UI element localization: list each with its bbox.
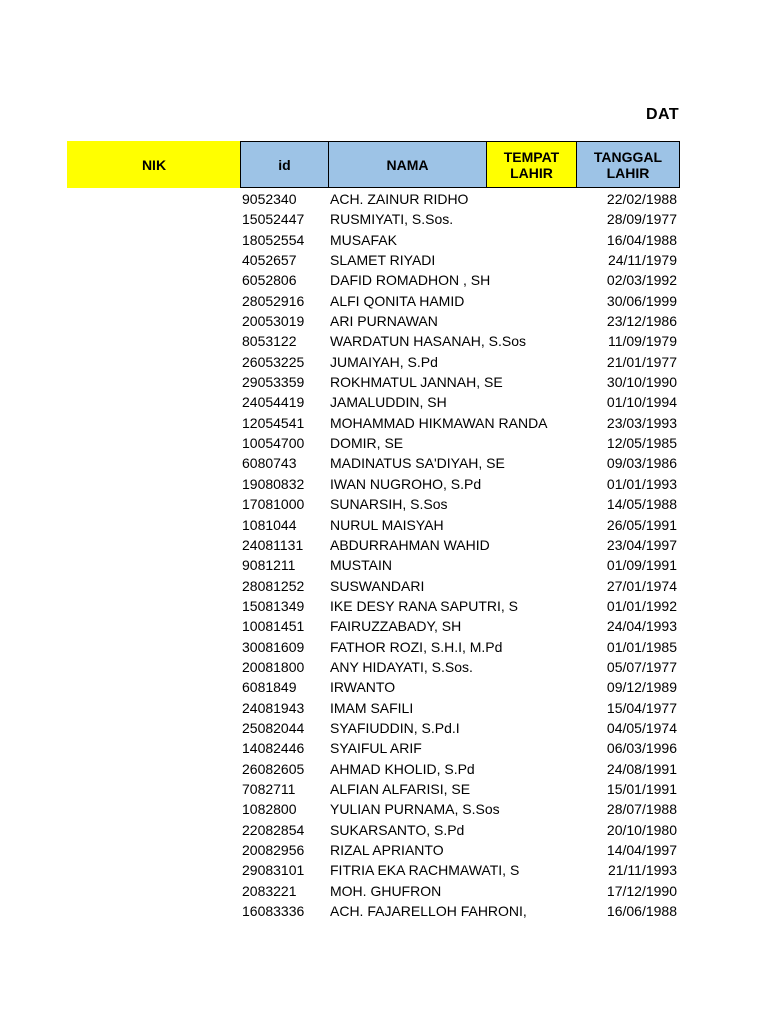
cell-nama: DOMIR, SE	[330, 435, 404, 452]
cell-nama: YULIAN PURNAMA, S.Sos	[330, 801, 500, 818]
cell-tanggal-lahir: 09/03/1986	[606, 455, 677, 472]
cell-tanggal-lahir: 26/05/1991	[606, 516, 677, 533]
table-row	[0, 311, 768, 331]
cell-id: 24081131	[242, 536, 304, 553]
cell-id: 8053122	[242, 333, 297, 350]
cell-nama: SUSWANDARI	[330, 577, 425, 594]
cell-nama: FATHOR ROZI, S.H.I, M.Pd	[330, 638, 503, 655]
cell-tanggal-lahir: 24/08/1991	[606, 760, 677, 777]
cell-id: 24054419	[242, 394, 305, 411]
cell-tanggal-lahir: 24/11/1979	[607, 252, 677, 269]
table-row	[0, 474, 768, 494]
header-tempat-lahir: TEMPAT LAHIR	[486, 141, 577, 188]
cell-tanggal-lahir: 30/10/1990	[606, 374, 677, 391]
cell-tanggal-lahir: 01/09/1991	[606, 557, 677, 574]
cell-nama: ANY HIDAYATI, S.Sos.	[330, 658, 473, 675]
cell-tanggal-lahir: 09/12/1989	[606, 679, 677, 696]
table-row	[0, 372, 768, 392]
cell-nama: RUSMIYATI, S.Sos.	[330, 211, 454, 228]
data-table-body	[0, 189, 768, 921]
cell-tanggal-lahir: 24/04/1993	[606, 618, 677, 635]
cell-nama: ALFI QONITA HAMID	[330, 292, 465, 309]
cell-id: 2083221	[242, 882, 297, 899]
table-row	[0, 901, 768, 921]
cell-tanggal-lahir: 14/04/1997	[606, 842, 677, 858]
cell-nama: IMAM SAFILI	[330, 699, 414, 716]
table-row	[0, 250, 768, 270]
cell-tanggal-lahir: 23/04/1997	[606, 536, 677, 553]
cell-nama: FAIRUZZABADY, SH	[330, 618, 462, 635]
cell-id: 6052806	[242, 272, 297, 289]
table-row	[0, 718, 768, 738]
cell-nama: MUSAFAK	[330, 231, 397, 248]
cell-nama: SYAIFUL ARIF	[330, 740, 422, 757]
cell-id: 10081451	[242, 618, 305, 635]
table-row	[0, 453, 768, 473]
cell-id: 28081252	[242, 577, 305, 594]
cell-id: 16083336	[242, 903, 305, 920]
cell-nama: IRWANTO	[330, 679, 396, 696]
cell-tanggal-lahir: 01/01/1993	[606, 475, 677, 492]
cell-tanggal-lahir: 16/04/1988	[606, 231, 677, 248]
table-row	[0, 189, 768, 209]
cell-id: 25082044	[242, 719, 305, 736]
cell-id: 30081609	[242, 638, 305, 655]
cell-id: 1081044	[242, 516, 297, 533]
header-id: id	[240, 141, 329, 188]
table-row	[0, 616, 768, 636]
cell-tanggal-lahir: 01/10/1994	[606, 394, 677, 411]
table-row	[0, 759, 768, 779]
cell-id: 29053359	[242, 374, 305, 391]
cell-id: 15052447	[242, 211, 305, 228]
cell-tanggal-lahir: 30/06/1999	[606, 292, 677, 309]
cell-tanggal-lahir: 01/01/1985	[606, 638, 677, 655]
cell-nama: JUMAIYAH, S.Pd	[330, 353, 438, 370]
cell-nama: MOHAMMAD HIKMAWAN RANDA	[330, 414, 548, 431]
header-nik: NIK	[67, 141, 241, 188]
cell-nama: IKE DESY RANA SAPUTRI, S	[330, 597, 519, 614]
cell-id: 28052916	[242, 292, 305, 309]
cell-tanggal-lahir: 20/10/1980	[606, 821, 677, 838]
cell-tanggal-lahir: 28/09/1977	[606, 211, 677, 228]
cell-nama: MADINATUS SA'DIYAH, SE	[330, 455, 505, 472]
cell-tanggal-lahir: 15/04/1977	[606, 699, 677, 716]
table-row	[0, 576, 768, 596]
table-row	[0, 779, 768, 799]
table-row	[0, 799, 768, 819]
cell-id: 1082800	[242, 801, 297, 818]
table-row	[0, 230, 768, 250]
cell-nama: DAFID ROMADHON , SH	[330, 272, 491, 289]
cell-tanggal-lahir: 15/01/1991	[606, 780, 677, 797]
cell-id: 18052554	[242, 231, 305, 248]
cell-nama: ACH. ZAINUR RIDHO	[330, 191, 469, 207]
cell-tanggal-lahir: 23/12/1986	[606, 313, 677, 330]
cell-nama: SLAMET RIYADI	[330, 252, 436, 269]
table-row	[0, 881, 768, 901]
table-row	[0, 535, 768, 555]
table-row	[0, 637, 768, 657]
cell-id: 19080832	[242, 475, 305, 492]
cell-tanggal-lahir: 21/11/1993	[607, 862, 677, 879]
cell-id: 10054700	[242, 435, 305, 452]
table-row	[0, 840, 768, 860]
table-row	[0, 738, 768, 758]
cell-nama: ACH. FAJARELLOH FAHRONI,	[330, 903, 527, 920]
cell-id: 15081349	[242, 597, 305, 614]
table-row	[0, 698, 768, 718]
cell-nama: SUKARSANTO, S.Pd	[330, 821, 465, 838]
cell-nama: ABDURRAHMAN WAHID	[330, 536, 490, 553]
cell-id: 20053019	[242, 313, 305, 330]
table-row	[0, 820, 768, 840]
cell-tanggal-lahir: 16/06/1988	[606, 903, 677, 920]
cell-tanggal-lahir: 02/03/1992	[606, 272, 677, 289]
cell-tanggal-lahir: 14/05/1988	[606, 496, 677, 513]
cell-tanggal-lahir: 04/05/1974	[606, 719, 677, 736]
cell-id: 20081800	[242, 658, 305, 675]
table-row	[0, 331, 768, 351]
cell-id: 26053225	[242, 353, 305, 370]
cell-tanggal-lahir: 05/07/1977	[606, 658, 677, 675]
cell-nama: SYAFIUDDIN, S.Pd.I	[330, 719, 460, 736]
cell-nama: JAMALUDDIN, SH	[330, 394, 447, 411]
table-row	[0, 555, 768, 575]
cell-tanggal-lahir: 06/03/1996	[606, 740, 677, 757]
cell-nama: AHMAD KHOLID, S.Pd	[330, 760, 475, 777]
table-row	[0, 596, 768, 616]
cell-id: 29083101	[242, 862, 305, 879]
cell-nama: RIZAL APRIANTO	[330, 842, 444, 858]
cell-nama: MOH. GHUFRON	[330, 882, 442, 899]
table-row	[0, 860, 768, 880]
header-tanggal-lahir: TANGGAL LAHIR	[576, 141, 680, 188]
table-row	[0, 413, 768, 433]
cell-nama: ALFIAN ALFARISI, SE	[330, 780, 471, 797]
table-row	[0, 515, 768, 535]
table-row	[0, 291, 768, 311]
cell-id: 9081211	[242, 557, 296, 574]
cell-id: 9052340	[242, 191, 297, 207]
cell-id: 20082956	[242, 842, 305, 858]
cell-tanggal-lahir: 17/12/1990	[606, 882, 677, 899]
cell-nama: FITRIA EKA RACHMAWATI, S	[330, 862, 520, 879]
table-row	[0, 392, 768, 412]
cell-nama: WARDATUN HASANAH, S.Sos	[330, 333, 527, 350]
cell-tanggal-lahir: 11/09/1979	[607, 333, 677, 350]
table-row	[0, 657, 768, 677]
cell-nama: NURUL MAISYAH	[330, 516, 444, 533]
cell-tanggal-lahir: 28/07/1988	[606, 801, 677, 818]
table-row	[0, 270, 768, 290]
cell-id: 12054541	[242, 414, 305, 431]
cell-id: 24081943	[242, 699, 305, 716]
cell-id: 26082605	[242, 760, 305, 777]
cell-id: 6080743	[242, 455, 297, 472]
cell-id: 6081849	[242, 679, 297, 696]
cell-tanggal-lahir: 23/03/1993	[606, 414, 677, 431]
cell-id: 14082446	[242, 740, 305, 757]
cell-nama: ARI PURNAWAN	[330, 313, 438, 330]
table-row	[0, 433, 768, 453]
table-row	[0, 352, 768, 372]
cell-tanggal-lahir: 22/02/1988	[606, 191, 677, 207]
cell-nama: IWAN NUGROHO, S.Pd	[330, 475, 482, 492]
cell-tanggal-lahir: 21/01/1977	[606, 353, 677, 370]
cell-nama: ROKHMATUL JANNAH, SE	[330, 374, 503, 391]
cell-id: 22082854	[242, 821, 305, 838]
table-row	[0, 209, 768, 229]
cell-tanggal-lahir: 12/05/1985	[606, 435, 677, 452]
cell-nama: MUSTAIN	[330, 557, 392, 574]
cell-tanggal-lahir: 27/01/1974	[606, 577, 677, 594]
cell-tanggal-lahir: 01/01/1992	[606, 597, 677, 614]
cell-id: 17081000	[242, 496, 305, 513]
table-row	[0, 677, 768, 697]
sheet-title: DAT	[646, 106, 680, 123]
header-nama: NAMA	[328, 141, 487, 188]
cell-id: 7082711	[242, 780, 296, 797]
cell-id: 4052657	[242, 252, 297, 269]
cell-nama: SUNARSIH, S.Sos	[330, 496, 448, 513]
table-row	[0, 494, 768, 514]
